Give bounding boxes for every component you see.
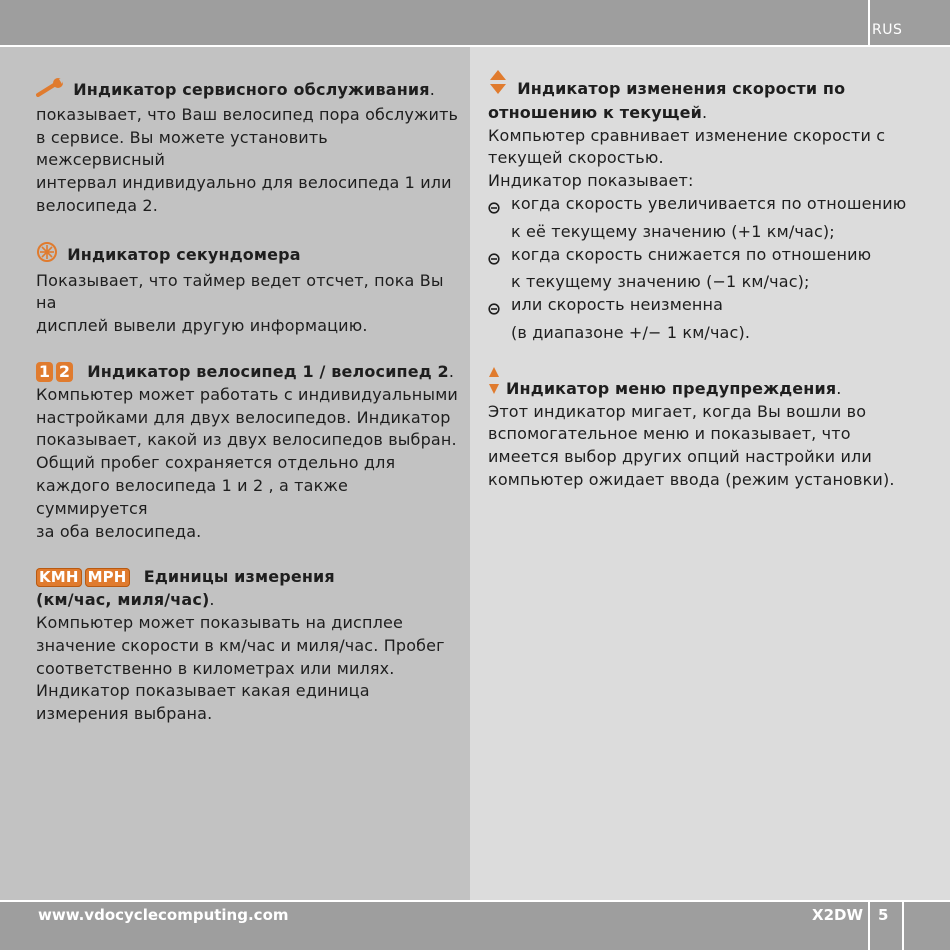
wrench-icon xyxy=(36,77,68,104)
units-line-5: измерения выбрана. xyxy=(36,704,213,724)
bullet-icon xyxy=(488,294,511,322)
speed-bullet-2 xyxy=(488,244,938,272)
bike-line-5: каждого велосипеда 1 и 2 , а также суммируется xyxy=(36,475,348,518)
bike-line-3: показывает, какой из двух велосипедов выбран. xyxy=(36,430,457,450)
service-title: Индикатор сервисного обслуживания xyxy=(73,79,430,99)
speed-title-line-1: Индикатор изменения скорости по xyxy=(517,78,846,98)
page-divider-right xyxy=(902,902,904,950)
left-content xyxy=(36,77,461,749)
stopwatch-icon xyxy=(36,241,62,270)
speed-intro-3: Индикатор показывает: xyxy=(488,171,694,191)
warning-line-2: вспомогательное меню и показывает, что xyxy=(488,424,851,444)
service-title-end: . xyxy=(429,79,435,99)
website-link[interactable]: www.vdocyclecomputing.com xyxy=(38,906,289,924)
units-title-line-2: (км/час, миля/час) xyxy=(36,590,210,610)
warning-menu-section xyxy=(488,364,938,492)
units-title-end: . xyxy=(209,590,215,610)
stopwatch-title: Индикатор секундомера xyxy=(67,244,301,264)
bike-line-6: за оба велосипеда. xyxy=(36,521,202,541)
bike-2-badge: 2 xyxy=(56,362,73,382)
speed-bullet-2-line-2: к текущему значению (−1 км/час); xyxy=(511,272,810,292)
stopwatch-line-1: Показывает, что таймер ведет отсчет, пока Вы на xyxy=(36,270,444,313)
speed-bullet-1-line-2: к её текущему значению (+1 км/час); xyxy=(511,221,835,241)
speed-bullet-3 xyxy=(488,294,938,322)
units-line-3: соответственно в километрах или милях. xyxy=(36,658,395,678)
warning-title-end: . xyxy=(836,378,842,398)
service-line-4: велосипеда 2. xyxy=(36,195,158,215)
speed-bullet-3-line-2: (в диапазоне +/− 1 км/час). xyxy=(511,322,751,342)
units-line-4: Индикатор показывает какая единица xyxy=(36,681,370,701)
speed-bullet-2-line-1: когда скорость снижается по отношению xyxy=(511,244,872,264)
service-line-2: в сервисе. Вы можете установить межсервисный xyxy=(36,127,328,170)
units-line-2: значение скорости в км/час и миля/час. Пробег xyxy=(36,635,445,655)
warning-title: Индикатор меню предупреждения xyxy=(506,378,837,398)
kmh-badge: KMH xyxy=(36,568,82,587)
up-down-arrows-icon xyxy=(488,77,508,102)
bike-indicator-section xyxy=(36,361,461,543)
bullet-icon xyxy=(488,193,511,221)
service-indicator-section xyxy=(36,77,461,218)
triangle-arrows-icon xyxy=(488,364,938,378)
service-line-1: показывает, что Ваш велосипед пора обслужить xyxy=(36,104,459,124)
speed-bullet-3-line-1: или скорость неизменна xyxy=(511,295,724,315)
model-name: X2DW xyxy=(812,906,863,924)
units-line-1: Компьютер может показывать на дисплее xyxy=(36,612,403,632)
page-divider-left xyxy=(868,902,870,950)
speed-bullet-1 xyxy=(488,193,938,221)
bike-1-badge: 1 xyxy=(36,362,53,382)
units-indicator-section xyxy=(36,566,461,726)
bike-line-4: Общий пробег сохраняется отдельно для xyxy=(36,453,396,473)
language-label: RUS xyxy=(872,22,903,38)
warning-line-1: Этот индикатор мигает, когда Вы вошли во xyxy=(488,401,867,421)
bike-title: Индикатор велосипед 1 / велосипед 2 xyxy=(87,361,449,381)
speed-title-end: . xyxy=(702,102,708,122)
speed-bullet-1-line-1: когда скорость увеличивается по отношению xyxy=(511,193,907,213)
mph-badge: MPH xyxy=(85,568,130,587)
bike-line-2: настройками для двух велосипедов. Индикатор xyxy=(36,407,451,427)
stopwatch-line-2: дисплей вывели другую информацию. xyxy=(36,316,368,336)
top-bar xyxy=(0,0,950,45)
units-title-line-1: Единицы измерения xyxy=(143,567,335,587)
bike-line-1: Компьютер может работать с индивидуальными xyxy=(36,384,458,404)
speed-title-line-2: отношению к текущей xyxy=(488,102,702,122)
bike-title-end: . xyxy=(448,361,455,381)
lang-divider xyxy=(868,0,870,45)
service-line-3: интервал индивидуально для велосипеда 1 или xyxy=(36,173,452,193)
warning-line-3: имеется выбор других опций настройки или xyxy=(488,447,872,467)
speed-intro-1: Компьютер сравнивает изменение скорости с xyxy=(488,125,886,145)
page-number: 5 xyxy=(878,906,889,924)
stopwatch-indicator-section xyxy=(36,241,461,338)
speed-intro-2: текущей скоростью. xyxy=(488,148,664,168)
speed-change-section xyxy=(488,77,938,345)
warning-line-4: компьютер ожидает ввода (режим установки). xyxy=(488,469,895,489)
bullet-icon xyxy=(488,244,511,272)
right-content xyxy=(488,77,938,515)
